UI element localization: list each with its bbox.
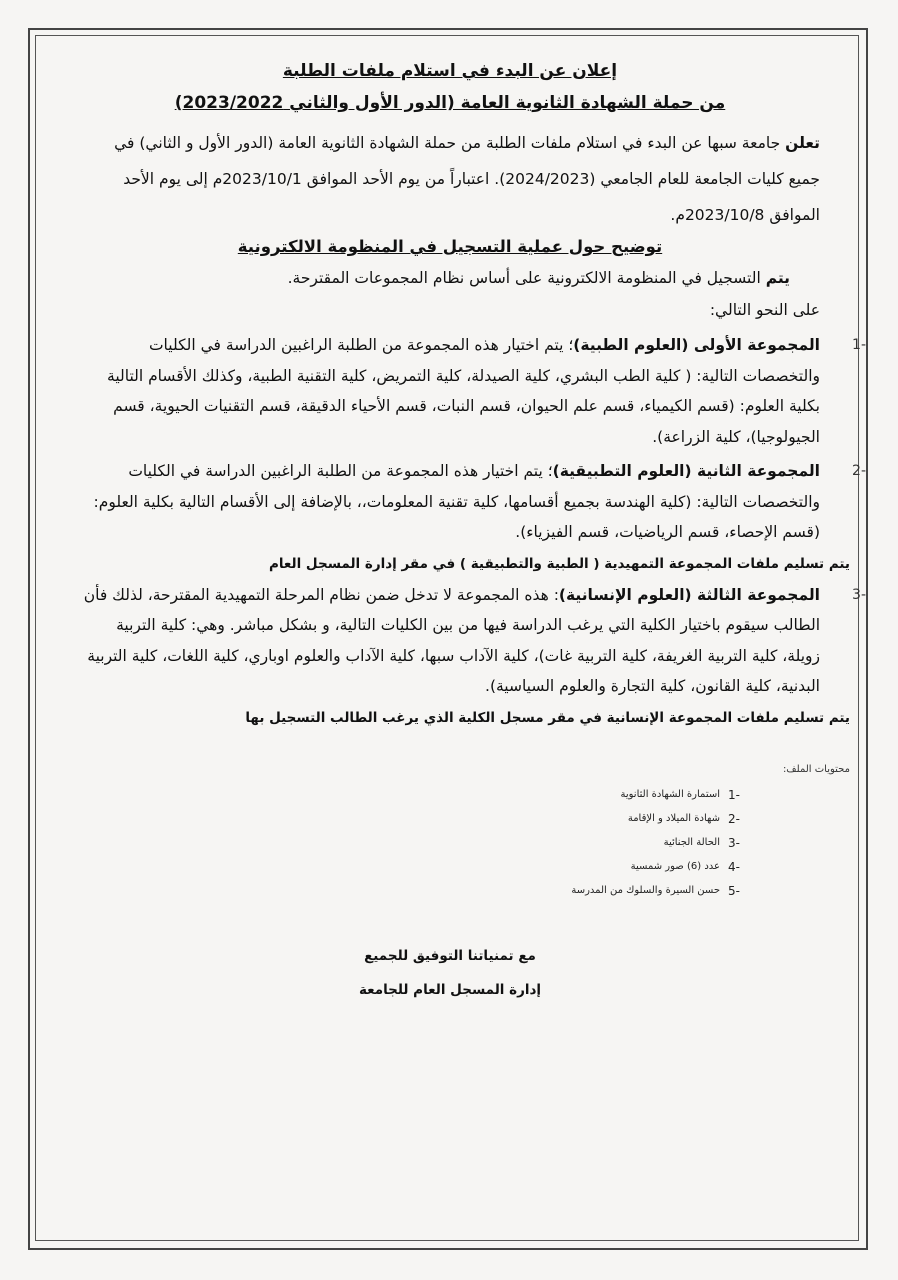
item-number: -2 (728, 811, 740, 826)
item-label: استمارة الشهادة الثانوية (620, 788, 720, 800)
group-heading: المجموعة الثالثة (العلوم الإنسانية) (558, 585, 820, 604)
group-item (80, 330, 866, 452)
registration-paragraph (80, 262, 820, 294)
registration-text: التسجيل في المنظومة الالكترونية على أساس نظام المجموعات المقترحة. (287, 269, 761, 287)
group-heading: المجموعة الأولى (العلوم الطبية) (573, 336, 820, 354)
item-number: -3 (728, 835, 740, 850)
registration-lead-word: يتم (765, 269, 790, 287)
note-medical-applied: يتم تسليم ملفات المجموعة التمهيدية ( الطبية والتطبيقية ) في مقر إدارة المسجل العام (268, 555, 850, 572)
item-number: -1 (728, 787, 740, 802)
closing-line-2: إدارة المسجل العام للجامعة (358, 981, 542, 998)
item-label: شهادة الميلاد و الإقامة (627, 812, 720, 824)
intro-text: جامعة سبها عن البدء في استلام ملفات الطلبة من حملة الشهادة الثانوية العامة (الدور الأول و الثاني) في جميع كليات الجامعة للعام الجامعي (2024/2023). اعتباراً من يوم الأحد الموافق 2023/10/1م إلى يوم الأحد الموافق 2023/10/8م. (114, 134, 820, 224)
list-item (0, 831, 740, 855)
document-content (80, 55, 866, 1007)
list-item (0, 879, 740, 903)
group-number: -2 (852, 463, 866, 479)
list-item (0, 807, 740, 831)
intro-lead-word: تعلن (785, 134, 820, 152)
title-line-2: من حملة الشهادة الثانوية العامة (الدور الأول والثاني 2023/2022) (174, 93, 726, 113)
registration-line-2: على النحو التالي: (709, 301, 820, 319)
list-item (0, 783, 740, 807)
group-heading: المجموعة الثانية (العلوم التطبيقية) (552, 462, 820, 480)
file-contents-label: محتويات الملف: (782, 763, 850, 775)
item-label: عدد (6) صور شمسية (630, 860, 720, 872)
group-text: : هذه المجموعة لا تدخل ضمن نظام المرحلة التمهيدية المقترحة، لذلك فأن الطالب سيقوم باختيار الكلية التي يرغب الدراسة فيها من بين الكليات التالية، و بشكل مباشر. وهي: كلية التربية زويلة، كلية التربية الغريفة، كلية التربية غات)، كلية الآداب سبها، كلية الآداب والعلوم اوباري، كلية اللغات، كلية التربية البدنية، كلية القانون، كلية التجارة والعلوم السياسية). (83, 585, 820, 695)
item-number: -4 (728, 859, 740, 874)
group-number: -1 (852, 337, 866, 353)
closing-block (80, 939, 820, 1007)
intro-paragraph (80, 125, 820, 233)
group-item (80, 580, 866, 702)
note-humanities: يتم تسليم ملفات المجموعة الإنسانية في مقر مسجل الكلية الذي يرغب الطالب التسجيل بها (245, 709, 850, 726)
title-line-1: إعلان عن البدء في استلام ملفات الطلبة (282, 61, 618, 81)
group-number: -3 (852, 586, 866, 603)
group-text: ؛ يتم اختيار هذه المجموعة من الطلبة الراغبين الدراسة في الكليات والتخصصات التالية: (كلية الهندسة بجميع أقسامها، كلية تقنية المعلومات،، بالإضافة إلى الأقسام التالية بكلية العلوم: (قسم الإحصاء، قسم الرياضيات، قسم الفيزياء). (93, 462, 820, 541)
item-number: -5 (728, 883, 740, 898)
file-contents-list (80, 783, 820, 903)
item-label: حسن السيرة والسلوك من المدرسة (571, 884, 720, 896)
closing-line-1: مع تمنياتنا التوفيق للجميع (364, 947, 536, 964)
list-item (0, 855, 740, 879)
group-item (80, 456, 866, 548)
item-label: الحالة الجنائية (663, 836, 720, 848)
group-text: ؛ يتم اختيار هذه المجموعة من الطلبة الراغبين الدراسة في الكليات والتخصصات التالية: ( كلية الطب البشري، كلية الصيدلة، كلية التمريض، كلية التقنية الطبية، وكذلك الأقسام التالية بكلية العلوم: (قسم الكيمياء، قسم علم الحيوان، قسم النبات، قسم الأحياء الدقيقة، قسم التقنيات الحيوية، قسم الجيولوجيا)، كلية الزراعة). (107, 336, 820, 446)
section-heading: توضيح حول عملية التسجيل في المنظومة الالكترونية (237, 237, 663, 256)
